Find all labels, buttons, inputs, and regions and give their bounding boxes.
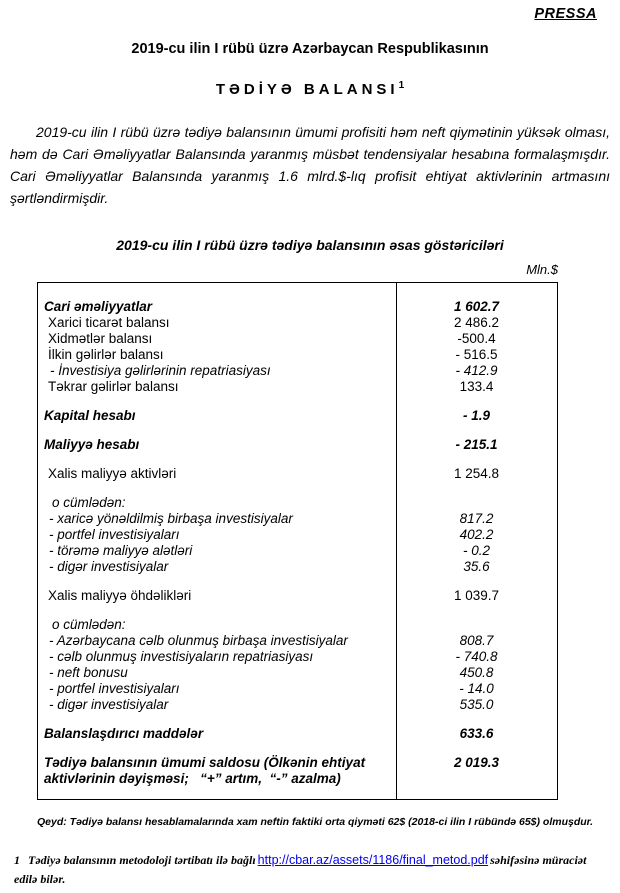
row-label: Tədiyə balansının ümumi saldosu (Ölkənin ehtiyat aktivlərinin dəyişməsi; “+” artım, “-” azalma) xyxy=(44,755,369,786)
row-value: -500.4 xyxy=(457,331,496,346)
row-label: - xaricə yönəldilmiş birbaşa investisiyalar xyxy=(49,511,293,526)
table-row xyxy=(38,315,557,331)
table-row xyxy=(38,466,557,482)
column-divider xyxy=(396,283,397,799)
intro-paragraph: 2019-cu ilin I rübü üzrə tədiyə balansının ümumi profisiti həm neft qiymətinin yüksək olması, həm də Cari Əməliyyatlar Balansında yaranmış müsbət tendensiyalar hesabına formalaşmışdır. Cari Əməliyyatlar Balansında yaranmış 1.6 mlrd.$-lıq profisit ehtiyat aktivlərinin artmasını şərtləndirmişdir. xyxy=(10,124,610,206)
row-value: 1 039.7 xyxy=(453,588,500,603)
table-row xyxy=(38,617,557,633)
row-value: 1 254.8 xyxy=(453,466,500,481)
table-title: 2019-cu ilin I rübü üzrə tədiyə balansının əsas göstəriciləri xyxy=(116,237,504,253)
footnote-reference: 1 xyxy=(398,80,405,91)
row-label: Xalis maliyyə aktivləri xyxy=(48,466,177,481)
page-subtitle xyxy=(0,77,620,98)
page-title: 2019-cu ilin I rübü üzrə Azərbaycan Respublikasının xyxy=(131,41,489,57)
table-row xyxy=(38,543,557,559)
row-label: - neft bonusu xyxy=(49,665,128,680)
row-label: Kapital hesabı xyxy=(44,408,136,423)
row-label: - portfel investisiyaları xyxy=(49,527,180,542)
row-value: 2 486.2 xyxy=(453,315,500,330)
row-value: - 0.2 xyxy=(462,543,490,558)
footnote-text-before: Tədiyə balansının metodoloji tərtibatı ilə bağlı xyxy=(28,853,256,867)
table-row xyxy=(38,379,557,395)
table-row xyxy=(38,299,557,315)
table-row xyxy=(38,681,557,697)
row-value: 1 602.7 xyxy=(453,299,500,314)
table-row xyxy=(38,495,557,511)
row-value: 450.8 xyxy=(459,665,494,680)
row-label: o cümlədən: xyxy=(52,495,126,510)
row-value: - 516.5 xyxy=(455,347,498,362)
oil-price-note: Qeyd: Tədiyə balansı hesablamalarında xam neftin faktiki orta qiyməti 62$ (2018-ci ilin I rübündə 65$) olmuşdur. xyxy=(37,816,594,828)
row-label: - digər investisiyalar xyxy=(49,559,169,574)
row-label: İlkin gəlirlər balansı xyxy=(48,347,164,362)
table-row xyxy=(38,697,557,713)
row-value: 35.6 xyxy=(463,559,490,574)
row-label: - portfel investisiyaları xyxy=(49,681,180,696)
table-row xyxy=(38,755,557,787)
table-row xyxy=(38,726,557,742)
row-label: - törəmə maliyyə alətləri xyxy=(49,543,193,558)
row-label: - cəlb olunmuş investisiyaların repatriasiyası xyxy=(49,649,314,664)
row-value: - 215.1 xyxy=(455,437,498,452)
balance-table xyxy=(37,282,558,800)
row-label: Xidmətlər balansı xyxy=(48,331,153,346)
table-row xyxy=(38,437,557,453)
row-value: - 14.0 xyxy=(459,681,494,696)
row-label: - Azərbaycana cəlb olunmuş birbaşa investisiyalar xyxy=(49,633,348,648)
table-row xyxy=(38,559,557,575)
table-row xyxy=(38,363,557,379)
row-value: 133.4 xyxy=(459,379,494,394)
table-row xyxy=(38,331,557,347)
row-value: 633.6 xyxy=(459,726,494,741)
subtitle-text: TƏDİYƏ BALANSI xyxy=(215,81,399,98)
methodology-link[interactable]: http://cbar.az/assets/1186/final_metod.pdf xyxy=(257,853,489,867)
row-value: 808.7 xyxy=(459,633,494,648)
table-row xyxy=(38,588,557,604)
unit-label: Mln.$ xyxy=(526,262,558,277)
row-value: - 412.9 xyxy=(455,363,498,378)
pressa-label: PRESSA xyxy=(534,6,597,22)
row-value: - 740.8 xyxy=(455,649,498,664)
row-label: Maliyyə hesabı xyxy=(44,437,140,452)
table-row xyxy=(38,511,557,527)
row-value: 2 019.3 xyxy=(453,755,500,770)
table-row xyxy=(38,633,557,649)
row-value: 402.2 xyxy=(459,527,494,542)
row-label: Balanslaşdırıcı maddələr xyxy=(44,726,204,741)
row-label: Xalis maliyyə öhdəlikləri xyxy=(48,588,192,603)
row-value: - 1.9 xyxy=(462,408,490,423)
footnote-text-after: səhifəsinə müraciət edilə bilər. xyxy=(14,853,587,886)
row-label: Cari əməliyyatlar xyxy=(44,299,153,314)
table-row xyxy=(38,649,557,665)
row-value: 535.0 xyxy=(459,697,494,712)
table-row xyxy=(38,408,557,424)
row-label: - digər investisiyalar xyxy=(49,697,169,712)
row-value: 817.2 xyxy=(459,511,494,526)
footnote-marker: 1 xyxy=(14,853,20,867)
methodology-footnote xyxy=(14,851,604,889)
row-label: Təkrar gəlirlər balansı xyxy=(48,379,179,394)
table-row xyxy=(38,347,557,363)
row-label: - İnvestisiya gəlirlərinin repatriasiyası xyxy=(50,363,271,378)
table-row xyxy=(38,527,557,543)
row-label: Xarici ticarət balansı xyxy=(48,315,170,330)
table-row xyxy=(38,665,557,681)
row-label: o cümlədən: xyxy=(52,617,126,632)
